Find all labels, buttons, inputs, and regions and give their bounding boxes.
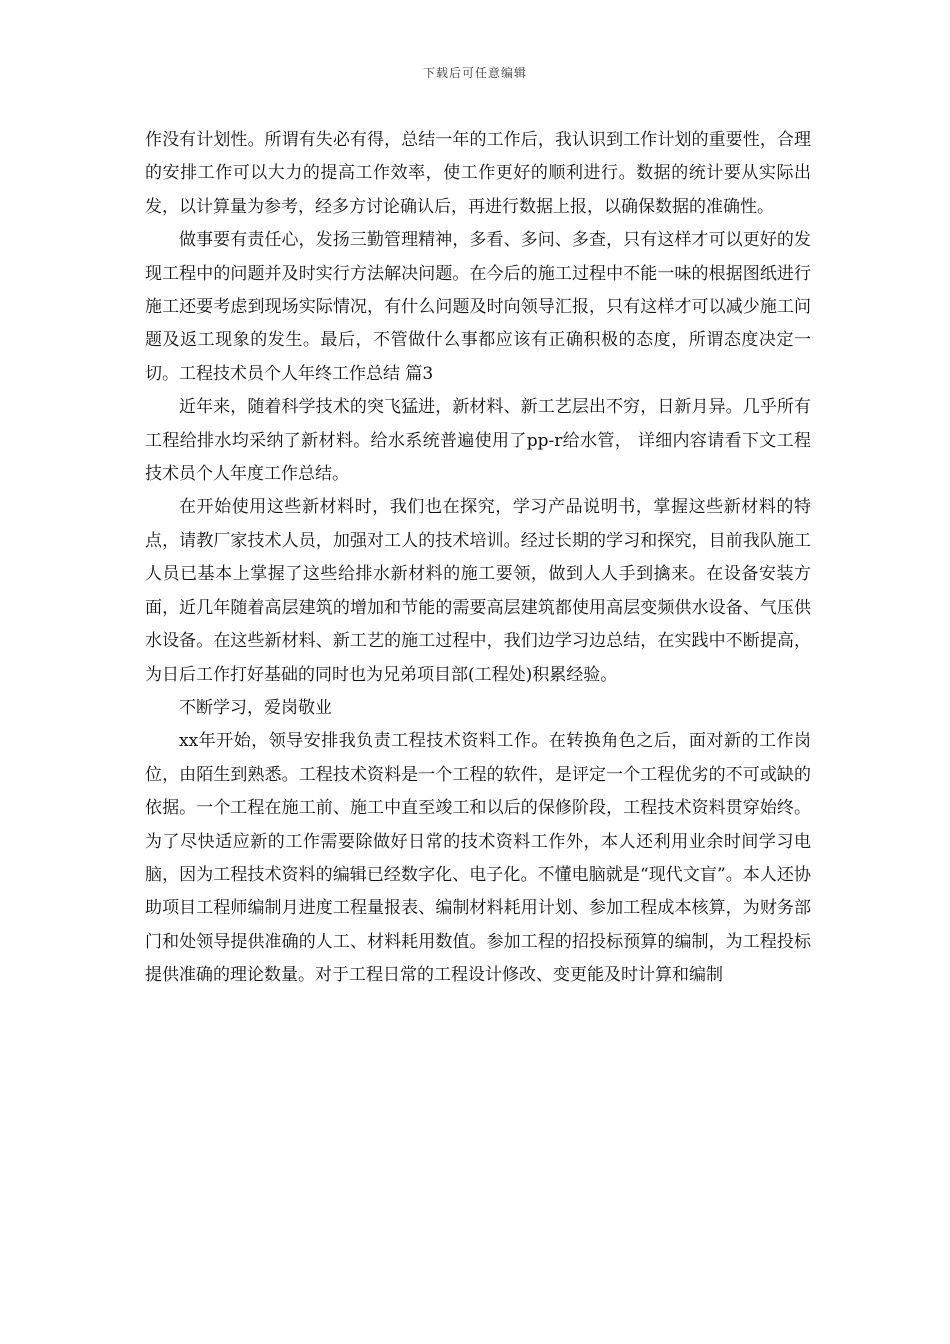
paragraph-4: 在开始使用这些新材料时，我们也在探究，学习产品说明书，掌握这些新材料的特点，请教厂家技术人员，加强对工人的技术培训。经过长期的学习和探究，目前我队施工人员已基本上掌握了这些给排水新材料的施工要领，做到人人手到擒来。在设备安装方面，近几年随着高层建筑的增加和节能的需要高层建筑都使用高层变频供水设备、气压供水设备。在这些新材料、新工艺的施工过程中，我们边学习边总结，在实践中不断提高，为日后工作打好基础的同时也为兄弟项目部(工程处)积累经验。: [145, 497, 811, 685]
paragraph-1: 作没有计划性。所谓有失必有得，总结一年的工作后，我认识到工作计划的重要性，合理的安排工作可以大力的提高工作效率，使工作更好的顺利进行。数据的统计要从实际出发，以计算量为参考，经多方讨论确认后，再进行数据上报，以确保数据的准确性。: [145, 130, 811, 217]
paragraph-3: 近年来，随着科学技术的突飞猛进，新材料、新工艺层出不穷，日新月异。几乎所有工程给排水均采纳了新材料。给水系统普遍使用了pp-r给水管， 详细内容请看下文工程技术员个人年度工作总结。: [145, 397, 811, 485]
page-header: 下载后可任意编辑: [422, 66, 527, 80]
document-body: [145, 124, 811, 993]
paragraph-5: xx年开始，领导安排我负责工程技术资料工作。在转换角色之后，面对新的工作岗位，由陌生到熟悉。工程技术资料是一个工程的软件，是评定一个工程优劣的不可或缺的依据。一个工程在施工前、施工中直至竣工和以后的保修阶段，工程技术资料贯穿始终。为了尽快适应新的工作需要除做好日常的技术资料工作外，本人还利用业余时间学习电脑，因为工程技术资料的编辑已经数字化、电子化。不懂电脑就是“现代文盲”。本人还协助项目工程师编制月进度工程量报表、编制材料耗用计划、参加工程成本核算，为财务部门和处领导提供准确的人工、材料耗用数值。参加工程的招投标预算的编制，为工程投标提供准确的理论数量。对于工程日常的工程设计修改、变更能及时计算和编制: [145, 731, 811, 986]
paragraph-2: 做事要有责任心，发扬三勤管理精神，多看、多问、多查，只有这样才可以更好的发现工程中的问题并及时实行方法解决问题。在今后的施工过程中不能一味的根据图纸进行施工还要考虑到现场实际情况，有什么问题及时向领导汇报，只有这样才可以减少施工问题及返工现象的发生。最后，不管做什么事都应该有正确积极的态度，所谓态度决定一切。工程技术员个人年终工作总结 篇3: [145, 230, 811, 384]
section-heading: 不断学习，爱岗敬业: [179, 697, 332, 718]
